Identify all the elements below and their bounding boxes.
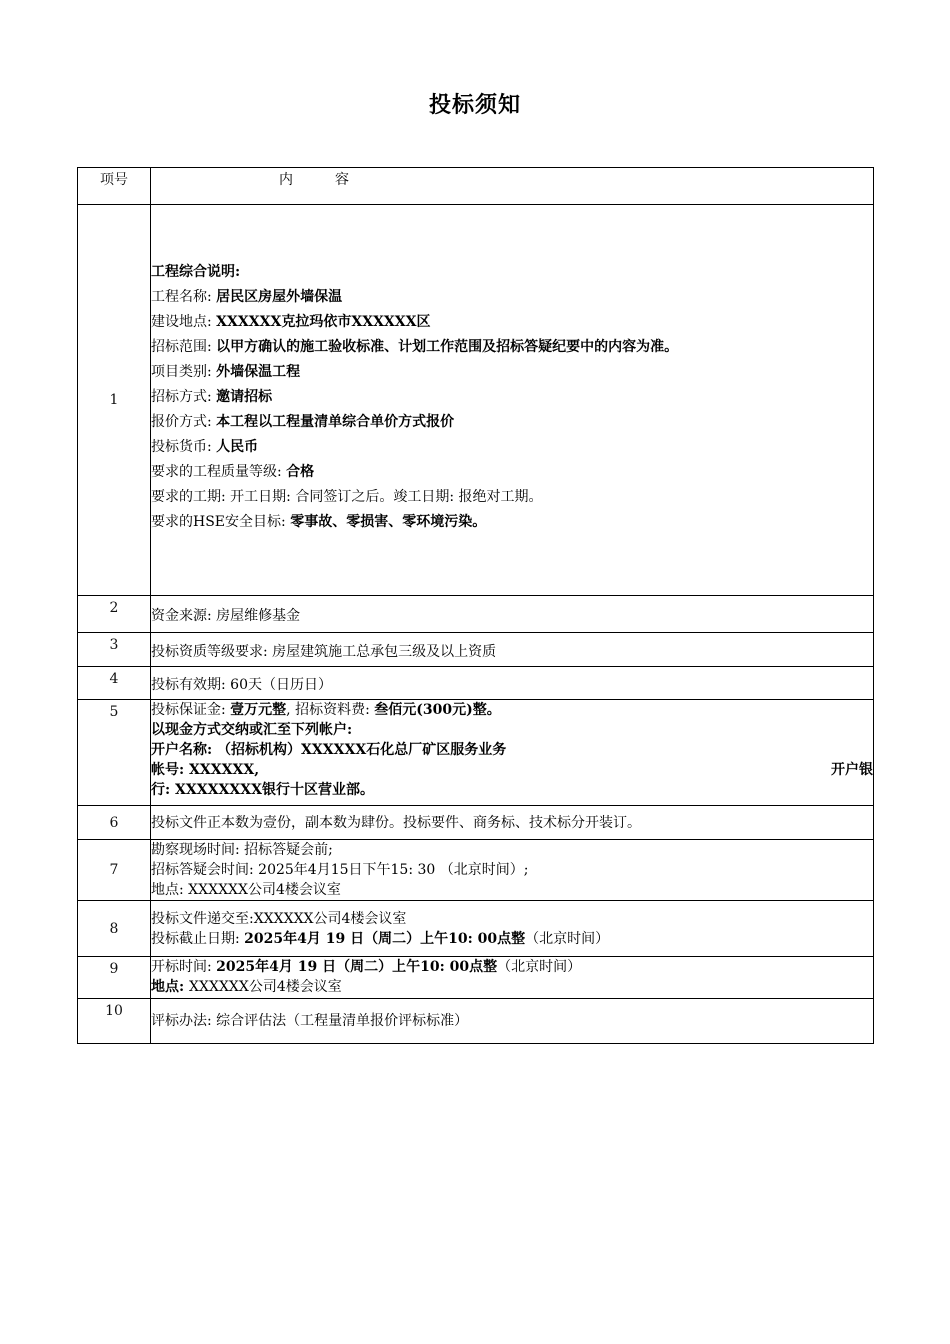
row-num: 1 [78,205,151,596]
overview-item-value: 人民币 [216,439,259,455]
overview-item [151,435,873,460]
payment-method: 以现金方式交纳或汇至下列帐户: [151,722,353,738]
table-row [78,633,874,667]
bid-instructions-table [77,167,874,1044]
table-row [78,700,874,806]
overview-item [151,285,873,310]
row-num: 3 [78,633,151,667]
site-visit-time: 勘察现场时间: 招标答疑会前; [151,842,333,858]
row-num: 4 [78,667,151,700]
submission-location: 投标文件递交至:XXXXXX公司4楼会议室 [151,910,407,927]
row-content [151,205,874,596]
overview-item-value: 外墙保温工程 [216,364,301,380]
overview-item-label: 项目类别: [151,364,212,380]
overview-items [151,285,873,535]
overview-item [151,360,873,385]
bank-label: 开户银 [831,762,873,778]
row-num: 9 [78,957,151,999]
fee-amount: 叁佰元(300元)整。 [374,702,501,718]
overview-item [151,485,873,510]
deadline-timezone: （北京时间） [525,930,610,947]
table-row [78,999,874,1044]
overview-item-value: 合格 [286,464,315,480]
overview-item [151,335,873,360]
row-content [151,700,874,806]
header-num: 项号 [78,168,151,205]
header-content: 内 容 [151,168,874,205]
row-num: 6 [78,806,151,840]
row-content [151,840,874,901]
overview-item-label: 招标范围: [151,339,212,355]
overview-item-value: XXXXXX克拉玛依市XXXXXX区 [216,314,431,330]
row-num: 7 [78,840,151,901]
row-content: 评标办法: 综合评估法（工程量清单报价评标标准） [151,999,874,1044]
row-num: 2 [78,596,151,633]
qa-meeting-time: 招标答疑会时间: 2025年4月15日下午15: 30 （北京时间）; [151,862,529,878]
account-name: 开户名称: （招标机构）XXXXXX石化总厂矿区服务业务 [151,742,507,758]
table-row [78,205,874,596]
opening-label: 开标时间: [151,959,217,975]
overview-item-value: 以甲方确认的施工验收标准、计划工作范围及招标答疑纪要中的内容为准。 [216,339,679,355]
row-content: 投标文件正本数为壹份，副本数为肆份。投标要件、商务标、技术标分开装订。 [151,806,874,840]
deadline-label: 投标截止日期: [151,930,245,947]
overview-item-label: 要求的工期: [151,489,226,505]
overview-item-label: 要求的工程质量等级: [151,464,282,480]
overview-heading: 工程综合说明: [151,264,241,280]
table-row [78,806,874,840]
overview-item-value: 零事故、零损害、零环境污染。 [290,514,487,530]
overview-item-value: 本工程以工程量清单综合单价方式报价 [216,414,455,430]
opening-location: XXXXXX公司4楼会议室 [189,979,342,995]
overview-item-value: 居民区房屋外墙保温 [216,289,343,305]
table-row [78,667,874,700]
overview-item [151,385,873,410]
account-number: 帐号: XXXXXX, [151,762,260,778]
overview-item [151,510,873,535]
qa-meeting-location: 地点: XXXXXX公司4楼会议室 [151,882,341,898]
fee-label: , 招标资料费: [286,702,375,718]
row-content [151,957,874,999]
row-num: 10 [78,999,151,1044]
row-content [151,901,874,957]
row-content: 投标有效期: 60天（日历日） [151,667,874,700]
bank-name: 行: XXXXXXXX银行十区营业部。 [151,782,374,798]
opening-date: 2025年4月 19 日（周二）上午10: 00点整 [216,959,498,975]
overview-item-value: 邀请招标 [216,389,273,405]
table-row [78,901,874,957]
table-row [78,957,874,999]
overview-item [151,410,873,435]
opening-location-label: 地点: [151,979,190,995]
deposit-label: 投标保证金: [151,702,231,718]
overview-item-label: 投标货币: [151,439,212,455]
row-content: 资金来源: 房屋维修基金 [151,596,874,633]
table-header-row [78,168,874,205]
overview-item-label: 要求的HSE安全目标: [151,514,286,530]
table-row [78,840,874,901]
table-row [78,596,874,633]
overview-item-label: 招标方式: [151,389,212,405]
opening-timezone: （北京时间） [497,959,582,975]
overview-item-label: 工程名称: [151,289,212,305]
row-num: 5 [78,700,151,806]
overview-item-value: 开工日期: 合同签订之后。竣工日期: 报绝对工期。 [230,489,543,505]
overview-item-label: 报价方式: [151,414,212,430]
row-num: 8 [78,901,151,957]
overview-item-label: 建设地点: [151,314,212,330]
deposit-amount: 壹万元整 [230,702,287,718]
page-title: 投标须知 [428,92,521,118]
deadline-date: 2025年4月 19 日（周二）上午10: 00点整 [244,930,526,947]
overview-item [151,310,873,335]
overview-item [151,460,873,485]
row-content: 投标资质等级要求: 房屋建筑施工总承包三级及以上资质 [151,633,874,667]
